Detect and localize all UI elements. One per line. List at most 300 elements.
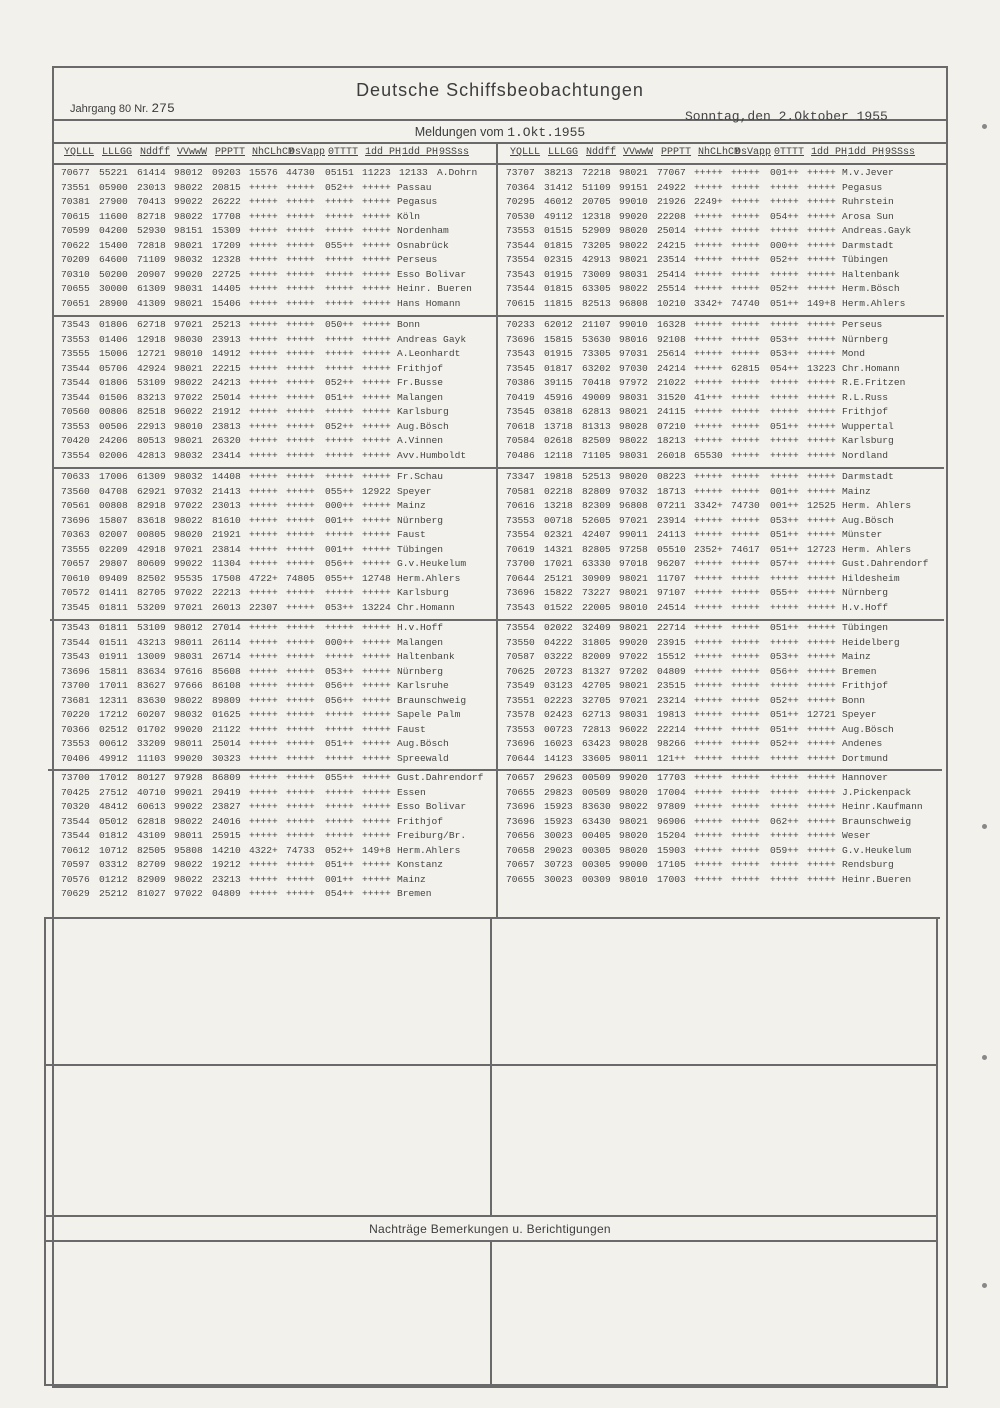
table-cell: +++++ xyxy=(286,636,315,648)
column-header: VVwwW xyxy=(623,147,654,158)
table-cell: +++++ xyxy=(362,210,391,222)
table-cell: 01806 xyxy=(99,377,128,388)
table-cell: 99021 xyxy=(174,786,203,798)
table-cell: 70612 xyxy=(61,844,90,856)
jahrgang-label: Jahrgang 80 Nr. xyxy=(70,103,149,115)
meldungen-date: 1.Okt.1955 xyxy=(507,125,586,140)
table-row xyxy=(506,679,950,694)
table-row xyxy=(506,815,950,830)
table-row xyxy=(506,601,950,616)
table-cell: 03123 xyxy=(544,680,573,691)
table-cell: +++++ xyxy=(286,587,315,598)
table-cell: 96207 xyxy=(657,558,686,569)
table-cell: 73545 xyxy=(506,362,535,374)
table-cell: 82505 xyxy=(137,844,166,856)
table-cell: +++++ xyxy=(362,801,391,812)
table-cell: 99010 xyxy=(619,196,648,207)
table-cell: 70530 xyxy=(506,210,535,222)
table-cell: 98021 xyxy=(619,254,648,265)
table-cell: +++++ xyxy=(286,665,315,677)
ship-name: Herm. Ahlers xyxy=(842,543,912,555)
table-cell: 73700 xyxy=(61,680,90,691)
table-cell: +++++ xyxy=(731,333,760,345)
table-cell: 26222 xyxy=(212,196,241,207)
ship-name: Speyer xyxy=(842,709,877,720)
table-cell: 01511 xyxy=(99,636,128,648)
table-cell: +++++ xyxy=(362,651,391,662)
table-cell: +++++ xyxy=(731,622,760,633)
table-cell: +++++ xyxy=(325,406,354,417)
table-cell: +++++ xyxy=(694,225,723,236)
table-cell: +++++ xyxy=(694,239,723,251)
table-cell: +++++ xyxy=(362,420,391,432)
table-cell: 12723 xyxy=(807,543,836,555)
ship-name: Spreewald xyxy=(397,752,449,764)
table-cell: +++++ xyxy=(249,723,278,735)
table-cell: 00723 xyxy=(544,723,573,735)
table-cell: +++++ xyxy=(770,873,799,885)
table-cell: 98032 xyxy=(174,254,203,265)
table-row xyxy=(61,347,505,362)
table-cell: 00305 xyxy=(582,844,611,856)
table-cell: 053++ xyxy=(770,348,799,359)
table-cell: +++++ xyxy=(325,723,354,735)
table-cell: 26013 xyxy=(212,601,241,613)
table-cell: +++++ xyxy=(731,435,760,446)
table-cell: 70295 xyxy=(506,196,535,207)
table-cell: 00718 xyxy=(544,514,573,526)
table-cell: 2352+ xyxy=(694,543,723,555)
table-cell: +++++ xyxy=(807,815,836,827)
table-cell: 95535 xyxy=(174,572,203,584)
table-row xyxy=(61,239,505,254)
table-cell: 15811 xyxy=(99,665,128,677)
table-cell: 72818 xyxy=(137,239,166,251)
table-cell: 19813 xyxy=(657,709,686,720)
table-cell: 051++ xyxy=(325,738,354,749)
table-cell: 22005 xyxy=(582,601,611,613)
table-cell: 98010 xyxy=(619,873,648,885)
rule-right-lower xyxy=(936,917,938,1386)
ship-name: Weser xyxy=(842,830,871,841)
table-cell: 70406 xyxy=(61,752,90,764)
table-cell: +++++ xyxy=(362,348,391,359)
table-cell: +++++ xyxy=(731,254,760,265)
table-cell: 97031 xyxy=(619,348,648,359)
table-cell: 04809 xyxy=(657,665,686,677)
table-cell: 83630 xyxy=(582,801,611,812)
table-row xyxy=(61,800,505,815)
table-cell: 001++ xyxy=(325,543,354,555)
table-cell: 00612 xyxy=(99,738,128,749)
table-cell: 15309 xyxy=(212,225,241,236)
ship-name: Gust.Dahrendorf xyxy=(397,772,484,783)
block-3-right xyxy=(506,470,950,615)
table-cell: 70366 xyxy=(61,723,90,735)
table-cell: +++++ xyxy=(286,529,315,540)
ship-name: Andreas Gayk xyxy=(397,333,467,345)
table-cell: +++++ xyxy=(770,406,799,417)
table-cell: 03312 xyxy=(99,859,128,870)
table-cell: +++++ xyxy=(286,239,315,251)
table-cell: 73696 xyxy=(506,587,535,598)
table-cell: 70633 xyxy=(61,471,90,482)
table-row xyxy=(506,318,950,333)
table-cell: 73553 xyxy=(506,514,535,526)
table-cell: +++++ xyxy=(249,435,278,446)
table-cell: +++++ xyxy=(249,801,278,812)
table-cell: 85608 xyxy=(212,665,241,677)
ship-name: Pegasus xyxy=(842,181,883,193)
ship-name: Nordenham xyxy=(397,225,449,236)
table-cell: 30909 xyxy=(582,572,611,584)
ship-name: A.Leonhardt xyxy=(397,348,461,359)
page-title: Deutsche Schiffsbeobachtungen xyxy=(356,80,644,100)
table-cell: +++++ xyxy=(807,319,836,330)
table-cell: +++++ xyxy=(362,709,391,720)
table-cell: 24016 xyxy=(212,815,241,827)
table-cell: +++++ xyxy=(694,709,723,720)
table-cell: +++++ xyxy=(249,543,278,555)
table-cell: +++++ xyxy=(249,348,278,359)
table-cell: 98021 xyxy=(174,297,203,309)
table-cell: +++++ xyxy=(249,772,278,783)
table-cell: 10210 xyxy=(657,297,686,309)
table-cell: 97022 xyxy=(619,651,648,662)
table-cell: +++++ xyxy=(807,283,836,294)
table-row xyxy=(506,224,950,239)
table-row xyxy=(61,858,505,873)
table-cell: +++++ xyxy=(249,622,278,633)
table-cell: +++++ xyxy=(807,680,836,691)
ship-name: Herm.Ahlers xyxy=(397,844,461,856)
table-cell: +++++ xyxy=(694,377,723,388)
table-cell: +++++ xyxy=(249,196,278,207)
table-row xyxy=(506,543,950,558)
table-cell: 02218 xyxy=(544,485,573,497)
table-cell: 98022 xyxy=(174,181,203,193)
table-cell: 70363 xyxy=(61,529,90,540)
table-cell: 70581 xyxy=(506,485,535,497)
table-cell: +++++ xyxy=(770,391,799,403)
table-row xyxy=(506,499,950,514)
table-cell: 00305 xyxy=(582,859,611,870)
table-cell: 70615 xyxy=(506,297,535,309)
table-cell: 24213 xyxy=(212,377,241,388)
table-cell: +++++ xyxy=(807,752,836,764)
table-cell: 70599 xyxy=(61,225,90,236)
table-cell: 73681 xyxy=(61,694,90,706)
table-cell: 00309 xyxy=(582,873,611,885)
table-cell: +++++ xyxy=(286,362,315,374)
table-cell: 62818 xyxy=(137,815,166,827)
table-row xyxy=(506,420,950,435)
table-row xyxy=(61,224,505,239)
ship-name: Nürnberg xyxy=(397,665,444,677)
table-cell: 30323 xyxy=(212,752,241,764)
table-cell: 62921 xyxy=(137,485,166,497)
table-cell: +++++ xyxy=(807,830,836,841)
table-cell: 21413 xyxy=(212,485,241,497)
hole-punch-4 xyxy=(982,1283,987,1288)
table-cell: 051++ xyxy=(770,709,799,720)
table-cell: 98021 xyxy=(619,167,648,178)
table-cell: +++++ xyxy=(362,500,391,511)
table-cell: +++++ xyxy=(286,181,315,193)
table-row xyxy=(506,210,950,225)
table-cell: +++++ xyxy=(731,873,760,885)
table-cell: 73549 xyxy=(506,680,535,691)
table-cell: +++++ xyxy=(807,435,836,446)
table-cell: 05510 xyxy=(657,543,686,555)
ship-name: Köln xyxy=(397,210,421,222)
table-cell: +++++ xyxy=(731,196,760,207)
table-cell: 24113 xyxy=(657,529,686,540)
column-header: DsVapp xyxy=(735,147,772,158)
table-cell: 00806 xyxy=(99,406,128,417)
table-cell: 01817 xyxy=(544,362,573,374)
ship-name: Haltenbank xyxy=(397,651,455,662)
ship-name: Mainz xyxy=(397,873,426,885)
table-cell: 01815 xyxy=(544,283,573,294)
table-cell: 98021 xyxy=(619,572,648,584)
table-cell: 26714 xyxy=(212,651,241,662)
rule-colheads xyxy=(52,163,948,165)
table-cell: +++++ xyxy=(731,709,760,720)
table-cell: +++++ xyxy=(362,815,391,827)
table-cell: 61309 xyxy=(137,283,166,294)
table-cell: +++++ xyxy=(362,786,391,798)
table-cell: 89809 xyxy=(212,694,241,706)
table-cell: 53109 xyxy=(137,622,166,633)
table-cell: 97021 xyxy=(174,319,203,330)
ship-name: Heinr.Kaufmann xyxy=(842,801,923,812)
table-cell: 17508 xyxy=(212,572,241,584)
table-cell: 15204 xyxy=(657,830,686,841)
table-cell: 00805 xyxy=(137,529,166,540)
table-cell: 70364 xyxy=(506,181,535,193)
block-5-right xyxy=(506,771,950,887)
table-cell: 16328 xyxy=(657,319,686,330)
table-cell: +++++ xyxy=(325,254,354,265)
table-row xyxy=(61,318,505,333)
ship-name: Passau xyxy=(397,181,432,193)
table-cell: +++++ xyxy=(694,665,723,677)
table-cell: 054++ xyxy=(325,888,354,899)
table-cell: 73347 xyxy=(506,471,535,482)
table-cell: 52930 xyxy=(137,225,166,236)
table-cell: 02209 xyxy=(99,543,128,555)
table-cell: +++++ xyxy=(249,283,278,294)
table-cell: 05706 xyxy=(99,362,128,374)
table-cell: 21926 xyxy=(657,196,686,207)
issue-number: 275 xyxy=(151,101,175,116)
table-cell: 11103 xyxy=(137,752,166,764)
table-cell: +++++ xyxy=(286,801,315,812)
table-cell: 70419 xyxy=(506,391,535,403)
table-cell: 13009 xyxy=(137,651,166,662)
table-cell: 22913 xyxy=(137,420,166,432)
table-cell: +++++ xyxy=(694,622,723,633)
column-header: 1dd PH xyxy=(811,147,848,158)
table-row xyxy=(61,694,505,709)
table-cell: 14210 xyxy=(212,844,241,856)
table-cell: +++++ xyxy=(286,225,315,236)
table-cell: +++++ xyxy=(286,196,315,207)
ship-name: Avv.Humboldt xyxy=(397,449,467,461)
table-row xyxy=(61,752,505,767)
table-row xyxy=(506,737,950,752)
table-cell: +++++ xyxy=(731,268,760,280)
table-cell: 051++ xyxy=(325,859,354,870)
table-cell: 73544 xyxy=(61,377,90,388)
table-cell: +++++ xyxy=(694,210,723,222)
ship-name: Mainz xyxy=(842,485,871,497)
table-cell: 73551 xyxy=(61,181,90,193)
table-cell: 98012 xyxy=(174,167,203,178)
table-cell: +++++ xyxy=(770,572,799,584)
table-cell: 83627 xyxy=(137,680,166,691)
table-cell: +++++ xyxy=(249,210,278,222)
table-cell: 99022 xyxy=(174,196,203,207)
table-cell: +++++ xyxy=(249,333,278,345)
table-cell: 48412 xyxy=(99,801,128,812)
table-cell: 14123 xyxy=(544,752,573,764)
table-cell: 61309 xyxy=(137,471,166,482)
table-cell: +++++ xyxy=(694,772,723,783)
table-row xyxy=(61,708,505,723)
table-cell: 98022 xyxy=(619,801,648,812)
table-cell: 70233 xyxy=(506,319,535,330)
table-cell: 98011 xyxy=(174,636,203,648)
table-cell: 98010 xyxy=(174,420,203,432)
table-cell: 46012 xyxy=(544,196,573,207)
table-row xyxy=(61,679,505,694)
table-cell: +++++ xyxy=(286,859,315,870)
table-cell: +++++ xyxy=(249,377,278,388)
table-cell: 15822 xyxy=(544,587,573,598)
block-4-right xyxy=(506,621,950,766)
table-cell: +++++ xyxy=(362,283,391,294)
table-cell: +++++ xyxy=(807,723,836,735)
table-cell: +++++ xyxy=(807,859,836,870)
table-cell: +++++ xyxy=(770,268,799,280)
table-cell: 97022 xyxy=(174,391,203,403)
table-cell: 73555 xyxy=(61,543,90,555)
table-cell: 73554 xyxy=(506,254,535,265)
table-cell: +++++ xyxy=(694,752,723,764)
table-cell: +++++ xyxy=(731,471,760,482)
rule-left-lower xyxy=(44,917,46,1386)
table-row xyxy=(61,499,505,514)
table-cell: 051++ xyxy=(325,391,354,403)
ship-name: Herm.Ahlers xyxy=(397,572,461,584)
table-cell: 01915 xyxy=(544,268,573,280)
table-cell: +++++ xyxy=(694,406,723,417)
table-row xyxy=(61,586,505,601)
table-cell: +++++ xyxy=(362,558,391,569)
table-cell: 02223 xyxy=(544,694,573,706)
table-cell: 98020 xyxy=(619,830,648,841)
table-cell: 98022 xyxy=(174,873,203,885)
table-cell: 73700 xyxy=(61,772,90,783)
table-row xyxy=(506,752,950,767)
table-cell: +++++ xyxy=(325,709,354,720)
table-cell: 70658 xyxy=(506,844,535,856)
table-cell: 001++ xyxy=(325,514,354,526)
table-cell: 059++ xyxy=(770,844,799,856)
table-cell: 29807 xyxy=(99,558,128,569)
table-row xyxy=(506,800,950,815)
table-cell: 81313 xyxy=(582,420,611,432)
table-cell: +++++ xyxy=(249,752,278,764)
table-cell: 01815 xyxy=(544,239,573,251)
table-cell: 056++ xyxy=(325,694,354,706)
table-cell: 97032 xyxy=(174,485,203,497)
table-cell: 22307 xyxy=(249,601,278,613)
table-cell: 70657 xyxy=(506,772,535,783)
table-cell: 053++ xyxy=(770,514,799,526)
table-row xyxy=(506,333,950,348)
ship-name: Tübingen xyxy=(397,543,444,555)
table-cell: 98010 xyxy=(619,601,648,613)
table-cell: +++++ xyxy=(731,283,760,294)
column-header: 1dd PH xyxy=(365,147,402,158)
table-cell: 05012 xyxy=(99,815,128,827)
ship-name: Chr.Homann xyxy=(842,362,900,374)
table-cell: 99020 xyxy=(174,723,203,735)
table-cell: 73555 xyxy=(61,348,90,359)
table-cell: 98010 xyxy=(174,348,203,359)
table-row xyxy=(61,771,505,786)
table-cell: +++++ xyxy=(286,471,315,482)
block-3-left xyxy=(61,470,505,615)
table-row xyxy=(506,362,950,377)
table-cell: +++++ xyxy=(286,786,315,798)
table-row xyxy=(506,405,950,420)
table-cell: 052++ xyxy=(325,420,354,432)
table-cell: 23915 xyxy=(657,636,686,648)
table-cell: 73543 xyxy=(61,651,90,662)
table-cell: 70425 xyxy=(61,786,90,798)
ship-name: Karlsburg xyxy=(397,406,449,417)
table-cell: 73544 xyxy=(61,362,90,374)
table-cell: +++++ xyxy=(362,406,391,417)
table-cell: 70651 xyxy=(61,297,90,309)
table-cell: +++++ xyxy=(249,888,278,899)
table-cell: 98020 xyxy=(619,471,648,482)
table-cell: 70656 xyxy=(506,830,535,841)
table-cell: 73543 xyxy=(506,348,535,359)
ship-name: R.L.Russ xyxy=(842,391,889,403)
ship-name: Hildesheim xyxy=(842,572,900,584)
table-cell: 13218 xyxy=(544,500,573,511)
ship-name: H.v.Hoff xyxy=(842,601,889,613)
table-cell: 63202 xyxy=(582,362,611,374)
table-cell: +++++ xyxy=(694,254,723,265)
table-cell: 70486 xyxy=(506,449,535,461)
table-row xyxy=(506,347,950,362)
table-cell: +++++ xyxy=(362,377,391,388)
table-row xyxy=(506,586,950,601)
table-cell: +++++ xyxy=(362,268,391,280)
table-cell: 80513 xyxy=(137,435,166,446)
table-cell: +++++ xyxy=(325,801,354,812)
table-row xyxy=(61,420,505,435)
table-cell: +++++ xyxy=(731,319,760,330)
table-row xyxy=(61,873,505,888)
table-cell: 97032 xyxy=(619,485,648,497)
